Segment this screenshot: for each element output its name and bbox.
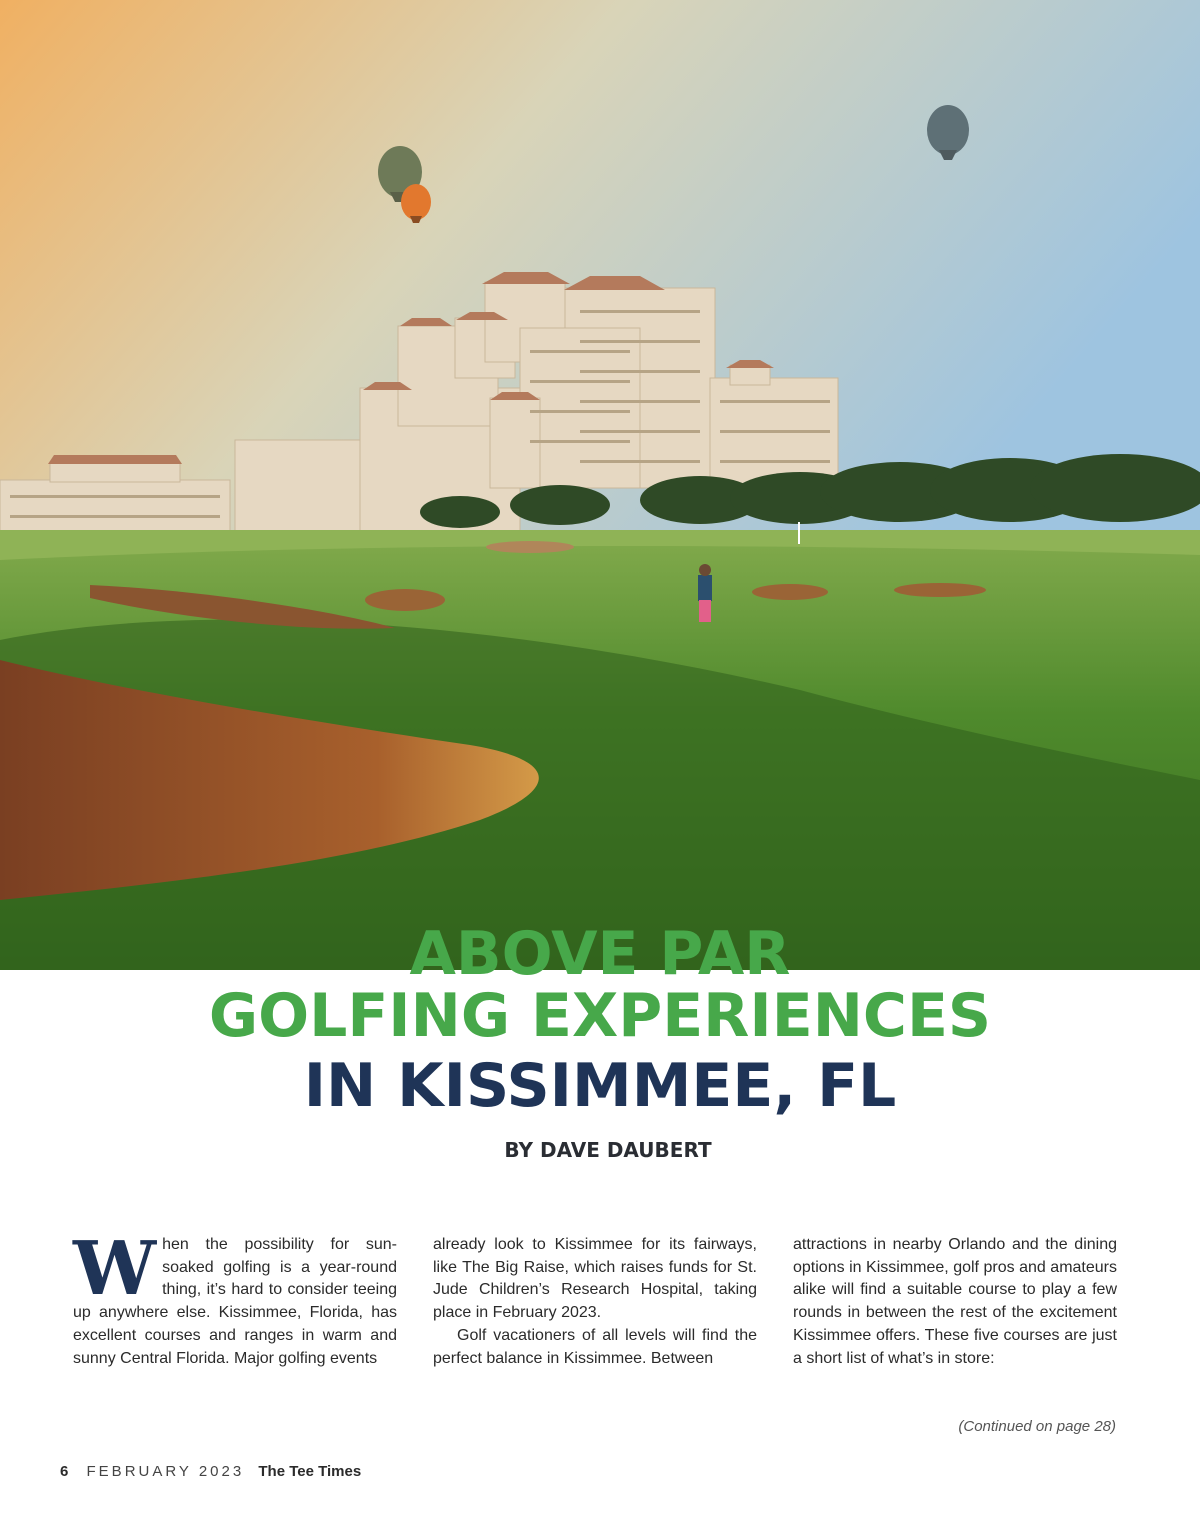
body-column-1 xyxy=(73,1226,397,1370)
magazine-name: The Tee Times xyxy=(258,1463,362,1480)
column-2-paragraph-2: Golf vacationers of all levels will find the perfect balance in Kissimmee. Between xyxy=(433,1326,757,1367)
continued-note: (Continued on page 28) xyxy=(958,1418,1116,1435)
column-2-paragraph-1: already look to Kissimmee for its fairways, like The Big Raise, which raises funds for St. Jude Children’s Research Hospital, taking place in February 2023. xyxy=(433,1236,757,1322)
article-title-line3: IN KISSIMMEE, FL xyxy=(303,1051,897,1121)
body-column-3 xyxy=(793,1234,1117,1370)
column-3-text: attractions in nearby Orlando and the dining options in Kissimmee, golf pros and amateurs alike will find a suitable course to play a few rounds in between the rest of the excitement Kissimmee offers. These five courses are just a short list of what’s in store: xyxy=(793,1236,1117,1367)
byline: BY DAVE DAUBERT xyxy=(504,1138,712,1162)
drop-cap: W xyxy=(73,1226,157,1312)
page-footer xyxy=(60,1463,361,1480)
column-1-text: hen the possibility for sun-soaked golfing is a year-round thing, it’s hard to consider teeing up anywhere else. Kissimmee, Florida, has excellent courses and ranges in warm and sunny Central Florida. Major golfing events xyxy=(73,1236,397,1367)
issue-date: FEBRUARY 2023 xyxy=(86,1463,245,1480)
page-number: 6 xyxy=(60,1463,69,1480)
body-column-2 xyxy=(433,1234,757,1370)
article-title-line1: ABOVE PAR xyxy=(409,919,791,989)
article-title-line2: GOLFING EXPERIENCES xyxy=(208,981,992,1051)
